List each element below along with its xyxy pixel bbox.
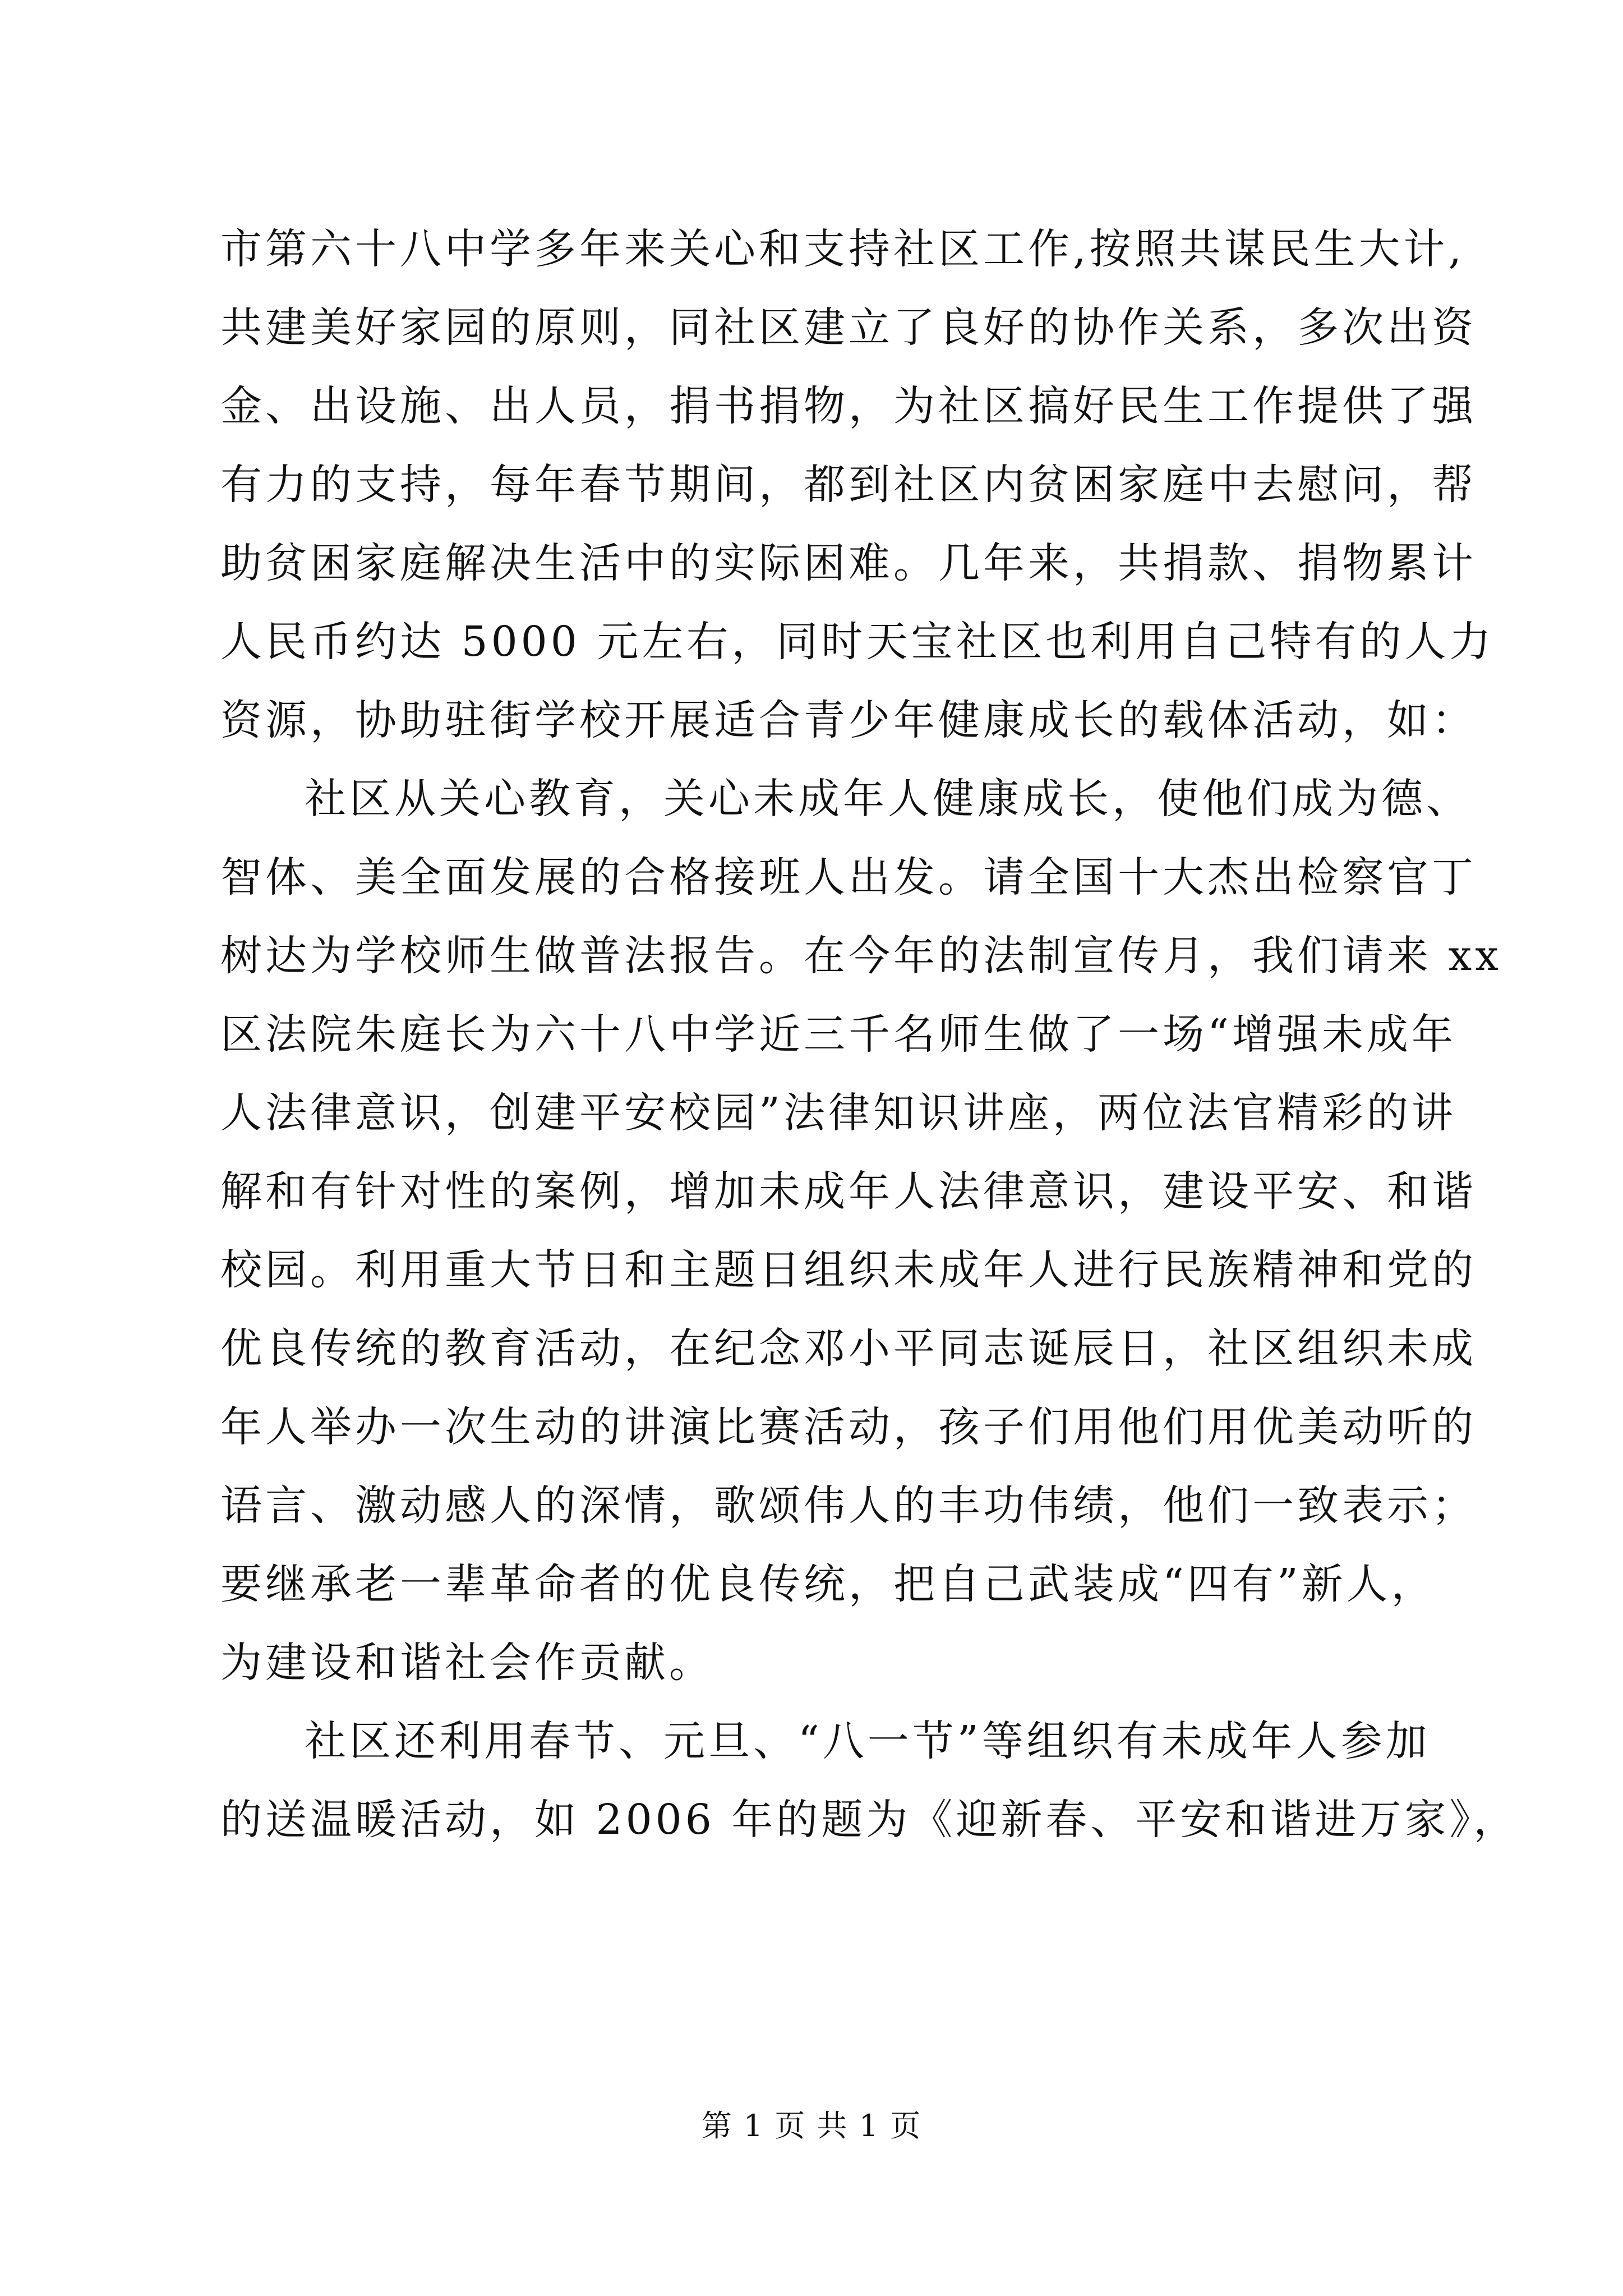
text-line: 社区从关心教育，关心未成年人健康成长，使他们成为德、 bbox=[305, 775, 1471, 823]
text-line: 助贫困家庭解决生活中的实际困难。几年来，共捐款、捐物累计 bbox=[220, 539, 1477, 587]
text-line: 共建美好家园的原则，同社区建立了良好的协作关系，多次出资 bbox=[220, 303, 1477, 352]
text-line: 人民币约达 5000 元左右，同时天宝社区也利用自己特有的人力 bbox=[220, 618, 1495, 666]
text-line: 校园。利用重大节日和主题日组织未成年人进行民族精神和党的 bbox=[220, 1246, 1477, 1294]
text-line: 语言、激动感人的深情，歌颂伟人的丰功伟绩，他们一致表示； bbox=[220, 1481, 1477, 1530]
page-footer: 第 1 页 共 1 页 bbox=[701, 2108, 922, 2143]
text-line: 社区还利用春节、元旦、“八一节”等组织有未成年人参加 bbox=[305, 1717, 1431, 1765]
text-line: 区法院朱庭长为六十八中学近三千名师生做了一场“增强未成年 bbox=[220, 1010, 1456, 1059]
text-line: 市第六十八中学多年来关心和支持社区工作,按照共谋民生大计, bbox=[220, 225, 1465, 273]
text-line: 要继承老一辈革命者的优良传统，把自己武装成“四有”新人， bbox=[220, 1560, 1436, 1608]
text-line: 金、出设施、出人员，捐书捐物，为社区搞好民生工作提供了强 bbox=[220, 382, 1477, 430]
document-body bbox=[220, 210, 1519, 1859]
text-line: 智体、美全面发展的合格接班人出发。请全国十大杰出检察官丁 bbox=[220, 853, 1477, 901]
text-line: 人法律意识，创建平安校园”法律知识讲座，两位法官精彩的讲 bbox=[220, 1089, 1456, 1137]
paragraph-3 bbox=[220, 1702, 1519, 1859]
text-line: 优良传统的教育活动，在纪念邓小平同志诞辰日，社区组织未成 bbox=[220, 1324, 1477, 1373]
text-line: 资源，协助驻街学校开展适合青少年健康成长的载体活动，如： bbox=[220, 696, 1477, 744]
text-line: 的送温暖活动，如 2006 年的题为《迎新春、平安和谐进万家》， bbox=[220, 1796, 1519, 1844]
text-line: 年人举办一次生动的讲演比赛活动，孩子们用他们用优美动听的 bbox=[220, 1403, 1477, 1451]
text-line: 树达为学校师生做普法报告。在今年的法制宣传月，我们请来 xx bbox=[220, 932, 1502, 980]
text-line: 为建设和谐社会作贡献。 bbox=[220, 1639, 714, 1687]
paragraph-1 bbox=[220, 210, 1495, 760]
text-line: 解和有针对性的案例，增加未成年人法律意识，建设平安、和谐 bbox=[220, 1167, 1477, 1216]
paragraph-2 bbox=[220, 760, 1502, 1702]
text-line: 有力的支持，每年春节期间，都到社区内贫困家庭中去慰问，帮 bbox=[220, 461, 1477, 509]
